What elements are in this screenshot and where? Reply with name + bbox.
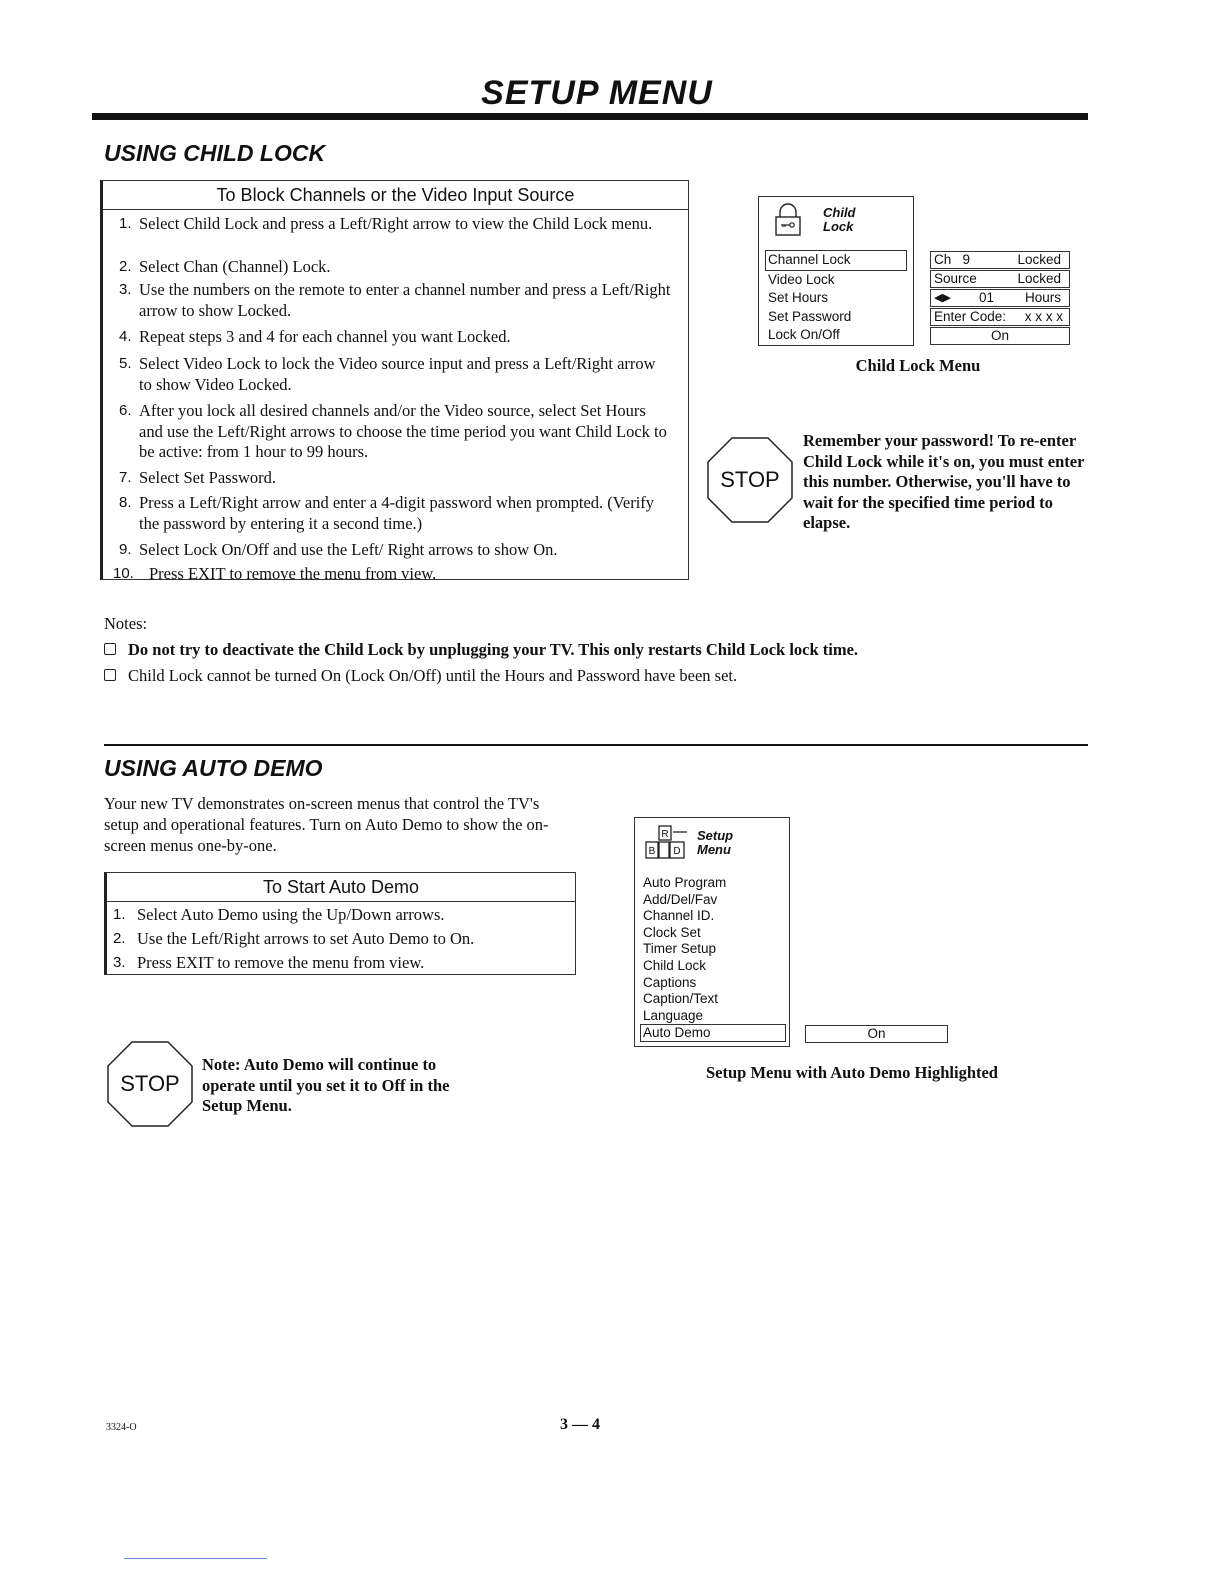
- svg-text:D: D: [673, 846, 681, 857]
- title-rule: [92, 113, 1088, 120]
- value-left: Ch 9: [934, 252, 971, 267]
- step-number: 2.: [119, 258, 132, 275]
- menu-item-clock-set[interactable]: Clock Set: [643, 924, 701, 940]
- menu-item-child-lock[interactable]: Child Lock: [643, 957, 707, 973]
- step-item: [119, 354, 672, 395]
- auto-demo-intro: Your new TV demonstrates on-screen menus that control the TV's setup and operational features. Turn on Auto Demo to show the on-screen menus one-by-one.: [104, 794, 549, 855]
- step-number: 5.: [119, 355, 132, 372]
- step-number: 3.: [119, 281, 132, 298]
- menu-title-line: Menu: [697, 842, 731, 857]
- step-item: [119, 327, 672, 348]
- step-number: 9.: [119, 541, 132, 558]
- stop-sign-label: STOP: [120, 1071, 180, 1096]
- svg-text:R: R: [661, 829, 669, 840]
- auto-demo-steps: [107, 902, 575, 975]
- menu-item-language[interactable]: Language: [643, 1007, 704, 1023]
- step-item: [113, 905, 567, 929]
- step-text: Use the Left/Right arrows to set Auto Demo to On.: [137, 929, 475, 948]
- page-title: SETUP MENU: [481, 74, 713, 112]
- value-right: Hours: [1024, 290, 1061, 305]
- step-item: [119, 540, 672, 561]
- menu-item-channel-id[interactable]: Channel ID.: [643, 908, 715, 924]
- step-item: [119, 257, 672, 278]
- procedure-title: To Block Channels or the Video Input Source: [103, 181, 688, 210]
- setup-menu-caption: Setup Menu with Auto Demo Highlighted: [706, 1063, 998, 1082]
- menu-item-set-password[interactable]: Set Password: [768, 308, 852, 324]
- note-item: [104, 665, 1104, 687]
- stop-sign-label: STOP: [720, 467, 780, 492]
- value-left: Enter Code:: [934, 309, 1007, 324]
- menu-item-add-del-fav[interactable]: Add/Del/Fav: [643, 891, 718, 907]
- value-right: x x x x: [1024, 309, 1063, 324]
- step-text: Select Lock On/Off and use the Left/ Right arrows to show On.: [139, 540, 558, 559]
- value-right: Locked: [1017, 271, 1061, 286]
- value-lock-on-off: On: [930, 327, 1070, 345]
- step-text: Select Video Lock to lock the Video source input and press a Left/Right arrow to show Video Locked.: [139, 354, 656, 394]
- section-heading-child-lock: USING CHILD LOCK: [104, 140, 326, 166]
- menu-item-auto-demo[interactable]: Auto Demo: [640, 1024, 786, 1042]
- step-number: 1.: [113, 906, 126, 923]
- menu-title: [823, 206, 856, 234]
- setup-blocks-icon: [643, 824, 689, 862]
- step-number: 4.: [119, 328, 132, 345]
- value-set-password: [930, 308, 1070, 326]
- step-text: Press a Left/Right arrow and enter a 4-digit password when prompted. (Verify the password by entering it a second time.): [139, 493, 655, 533]
- auto-demo-procedure-box: [104, 872, 576, 975]
- child-lock-menu-caption: Child Lock Menu: [855, 356, 981, 375]
- value-left: Source: [934, 271, 977, 286]
- bottom-rule: [124, 1558, 267, 1559]
- step-text: Select Auto Demo using the Up/Down arrows.: [137, 905, 445, 924]
- menu-title-line: Child: [823, 205, 856, 220]
- step-text: Select Set Password.: [139, 468, 277, 487]
- value-video-lock: [930, 270, 1070, 288]
- page-number: 3 — 4: [560, 1416, 600, 1433]
- menu-item-caption-text[interactable]: Caption/Text: [643, 991, 719, 1007]
- menu-items: [640, 875, 786, 1042]
- step-number: 7.: [119, 469, 132, 486]
- section-divider: [104, 744, 1088, 746]
- checkbox-icon: [104, 643, 116, 655]
- section-heading-auto-demo: USING AUTO DEMO: [104, 755, 323, 781]
- step-item: [119, 280, 672, 321]
- step-text: After you lock all desired channels and/or the Video source, select Set Hours and use the Left/Right arrows to choose the time period you want Child Lock to be active: from 1 hour to 99 hours.: [139, 401, 667, 461]
- value-auto-demo: On: [805, 1025, 948, 1043]
- child-lock-menu: [758, 196, 914, 346]
- step-number: 6.: [119, 402, 132, 419]
- note-text: Child Lock cannot be turned On (Lock On/Off) until the Hours and Password have been set.: [128, 666, 738, 685]
- checkbox-icon: [104, 669, 116, 681]
- step-text: Repeat steps 3 and 4 for each channel you want Locked.: [139, 327, 511, 346]
- notes-label: Notes:: [104, 614, 148, 633]
- menu-item-captions[interactable]: Captions: [643, 974, 697, 990]
- left-right-arrows-icon: ◀▶: [934, 292, 951, 304]
- step-text: Press EXIT to remove the menu from view.: [137, 953, 425, 972]
- step-number: 3.: [113, 954, 126, 971]
- procedure-title: To Start Auto Demo: [107, 873, 575, 902]
- value-set-hours: [930, 289, 1070, 307]
- step-item: [113, 564, 672, 585]
- menu-item-set-hours[interactable]: Set Hours: [768, 290, 829, 305]
- auto-demo-note-text: Note: Auto Demo will continue to operate until you set it to Off in the Setup Menu.: [202, 1055, 450, 1115]
- menu-title-line: Setup: [697, 828, 734, 843]
- svg-text:B: B: [648, 846, 656, 857]
- padlock-key-icon: [773, 203, 803, 237]
- stop-sign-icon: [706, 436, 794, 524]
- step-item: [119, 401, 672, 462]
- child-lock-steps: [103, 210, 688, 585]
- menu-item-auto-program[interactable]: Auto Program: [643, 875, 727, 890]
- step-number: 8.: [119, 494, 132, 511]
- value-channel-lock: [930, 251, 1070, 269]
- menu-title-line: Lock: [823, 219, 854, 234]
- value-right: Locked: [1017, 252, 1061, 267]
- menu-items: [765, 250, 907, 345]
- menu-item-timer-setup[interactable]: Timer Setup: [643, 941, 717, 957]
- step-number: 10.: [113, 565, 134, 582]
- child-lock-procedure-box: [100, 180, 689, 583]
- step-number: 2.: [113, 930, 126, 947]
- step-item: [113, 929, 567, 953]
- setup-menu: [634, 817, 790, 1047]
- step-item: [119, 468, 672, 489]
- document-code: 3324-O: [106, 1422, 137, 1433]
- step-item: [119, 214, 672, 255]
- step-text: Press EXIT to remove the menu from view.: [149, 564, 437, 583]
- menu-item-lock-on-off[interactable]: Lock On/Off: [768, 327, 840, 342]
- step-item: [113, 953, 567, 975]
- step-item: [119, 493, 672, 534]
- menu-title: [697, 829, 733, 857]
- step-text: Select Chan (Channel) Lock.: [139, 257, 331, 276]
- password-reminder-text: Remember your password! To re-enter Child Lock while it's on, you must enter this number. Otherwise, you'll have to wait for the specified time period to elapse.: [803, 431, 1085, 532]
- step-text: Use the numbers on the remote to enter a channel number and press a Left/Right arrow to show Locked.: [139, 280, 671, 320]
- step-number: 1.: [119, 215, 132, 232]
- menu-item-channel-lock[interactable]: Channel Lock: [765, 250, 907, 271]
- note-item: [104, 639, 1104, 661]
- step-text: Select Child Lock and press a Left/Right arrow to view the Child Lock menu.: [139, 214, 653, 233]
- note-text: Do not try to deactivate the Child Lock by unplugging your TV. This only restarts Child Lock lock time.: [128, 640, 859, 659]
- menu-item-video-lock[interactable]: Video Lock: [768, 271, 835, 287]
- value-mid: 01: [979, 290, 995, 305]
- stop-sign-icon: [106, 1040, 194, 1128]
